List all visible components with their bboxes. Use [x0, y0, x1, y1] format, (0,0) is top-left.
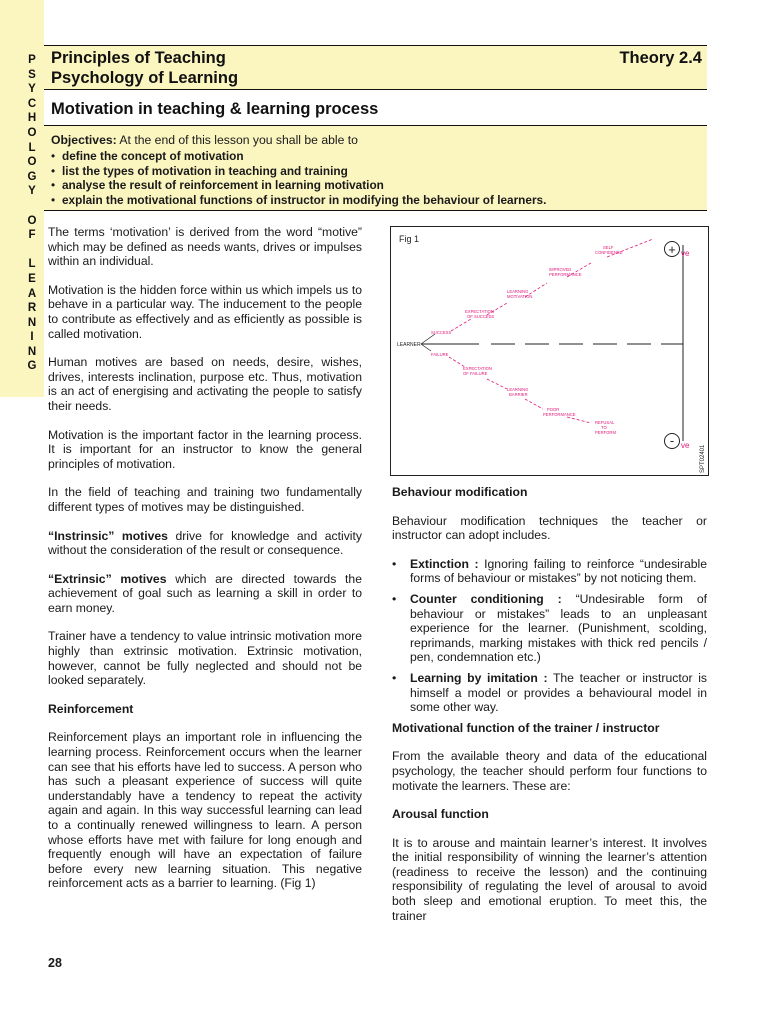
- intrinsic-text: drive for knowledge and activity without the consideration of the result or consequence.: [48, 528, 362, 558]
- side-tab: [0, 0, 44, 397]
- paragraph: Reinforcement plays an important role in influencing the learning process. Reinforcement occurs when the learner can see that his efforts have led to success. A person who has such a pleasant experience of success will quite understandably have a tendency to repeat the activity again and again. In this way successful learning can lead to a continually renewed willingness to learn. A person whose efforts have met with failure for long enough and frequently enough will have an expectation of failure before every new learning situation. This negative reinforcement acts as a barrier to learning. (Fig 1): [48, 730, 362, 891]
- step-learning-barrier: LEARNING: [507, 387, 529, 392]
- paragraph: In the field of teaching and training two fundamentally different types of motives may be distinguished.: [48, 485, 362, 514]
- side-tab-letter: O: [27, 156, 37, 169]
- objectives-intro-text: At the end of this lesson you shall be able to: [116, 133, 358, 147]
- heading-arousal-function: Arousal function: [392, 807, 489, 822]
- imitation-text: The teacher or instructor is himself a model or provides a behavioural model in some other way.: [410, 670, 708, 715]
- paragraph: From the available theory and data of the educational psychology, the teacher should perform four functions to motivate the learners. These are:: [392, 749, 707, 793]
- step-self-confidence-2: CONFIDENCE: [595, 250, 623, 255]
- list-item-extinction: [392, 557, 707, 586]
- success-labels: [431, 245, 623, 335]
- side-tab-letters: [24, 53, 40, 374]
- paragraph: Human motives are based on needs, desire, wishes, drives, interests inclination, purpose etc. Thus, motivation is an act of energising and activating the people to satisfy their needs.: [48, 355, 362, 413]
- step-expectation-failure: EXPECTATION: [463, 366, 492, 371]
- heading-reinforcement: Reinforcement: [48, 701, 134, 716]
- side-tab-letter: H: [27, 112, 37, 125]
- step-learning-motivation: LEARNING: [507, 289, 529, 294]
- list-item-imitation: [392, 671, 707, 715]
- negative-ve: ve: [681, 441, 690, 450]
- step-self-confidence: SELF: [603, 245, 614, 250]
- objectives-box: [44, 125, 707, 211]
- objective-item: • list the types of motivation in teaching and training: [51, 164, 546, 179]
- minus-sign: -: [669, 433, 675, 448]
- side-tab-letter: A: [27, 287, 37, 300]
- side-tab-letter: G: [27, 170, 37, 183]
- side-tab-letter: Y: [28, 185, 36, 198]
- side-tab-letter: O: [27, 214, 37, 227]
- step-refusal-2: TO: [601, 425, 607, 430]
- figure-code: SPT02401: [700, 444, 706, 473]
- failure-connector: [421, 344, 431, 351]
- heading-behaviour-modification: Behaviour modification: [392, 485, 528, 499]
- paragraph: Motivation is the important factor in the learning process. It is important for an instructor to know the general principles of motivation.: [48, 427, 362, 471]
- extrinsic-text: which are directed towards the achievement of goal such as learning a skill in order to earn money.: [48, 571, 362, 615]
- step-learning-barrier-2: BARRIER: [509, 392, 528, 397]
- objectives-label: Objectives:: [51, 133, 117, 147]
- paragraph: Motivation is the hidden force within us which impels us to behave in a particular way. The inducement to the people to contribute as effectively and as efficiently as possible is called motivation.: [48, 282, 362, 341]
- step-poor-performance: POOR: [547, 407, 560, 412]
- figure-diagram: [391, 227, 708, 475]
- side-tab-letter: E: [28, 272, 36, 285]
- page-header: [44, 45, 707, 90]
- header-title: [51, 48, 238, 88]
- paragraph: It is to arouse and maintain learner’s interest. It involves the initial responsibility of winning the learner’s attention (readiness to receive the lesson) and the continuing responsibility of regulating the level of arousal to avoid both sleep and emotional eruption. To meet this, the trainer: [392, 835, 707, 923]
- side-tab-letter: L: [28, 258, 36, 271]
- paragraph: Trainer have a tendency to value intrinsic motivation more highly than extrinsic motivation. Extrinsic motivation, however, cannot be fully neglected and should not be looked separately.: [48, 629, 362, 688]
- side-tab-letter: G: [27, 360, 37, 373]
- list-item-counter-conditioning: [392, 592, 707, 665]
- theory-number: Theory 2.4: [619, 49, 702, 67]
- extrinsic-term: “Extrinsic” motives: [48, 571, 167, 586]
- paragraph: The terms ‘motivation’ is derived from the word “motive” which may be defined as needs wants, drives or impulses within an individual.: [48, 225, 362, 269]
- side-tab-letter: L: [28, 141, 36, 154]
- paragraph-intrinsic: [48, 529, 362, 558]
- objective-item: • analyse the result of reinforcement in learning motivation: [51, 178, 546, 193]
- step-refusal-3: PERFORM: [595, 430, 616, 435]
- objective-item: • define the concept of motivation: [51, 149, 546, 164]
- step-refusal: REFUSAL: [595, 420, 615, 425]
- side-tab-letter: P: [28, 54, 36, 66]
- side-tab-letter: N: [27, 316, 37, 329]
- imitation-term: Learning by imitation :: [410, 670, 548, 685]
- header-title-line2: Psychology of Learning: [51, 69, 239, 87]
- side-tab-letter: C: [27, 97, 37, 110]
- side-tab-letter: F: [28, 229, 36, 242]
- step-expectation-success-2: OF SUCCESS: [467, 314, 495, 319]
- step-improved-performance: IMPROVED: [549, 267, 572, 272]
- plus-sign: +: [668, 242, 676, 257]
- learner-label: LEARNER: [397, 342, 421, 348]
- heading-motivational-function: Motivational function of the trainer / instructor: [392, 720, 660, 735]
- side-tab-letter: O: [27, 126, 37, 139]
- page-number: 28: [48, 956, 62, 970]
- side-tab-letter: Y: [28, 83, 36, 96]
- step-poor-performance-2: PERFORMANCE: [543, 412, 576, 417]
- right-column: [392, 485, 707, 937]
- step-failure: FAILURE: [431, 352, 449, 357]
- figure-label: Fig 1: [399, 234, 420, 244]
- side-tab-letter: I: [30, 331, 34, 344]
- objectives-list: [51, 149, 546, 207]
- positive-ve: ve: [681, 249, 690, 258]
- side-tab-letter: R: [27, 302, 37, 315]
- objective-item: • explain the motivational functions of instructor in modifying the behaviour of learners.: [51, 193, 546, 208]
- figure-1: [390, 226, 709, 476]
- success-connector: [421, 334, 435, 344]
- header-title-line1: Principles of Teaching: [51, 49, 226, 67]
- side-tab-letter: N: [27, 345, 37, 358]
- step-success: SUCCESS: [431, 330, 452, 335]
- extinction-text: Ignoring failing to reinforce “undesirable forms of behaviour or mistakes” by not noticing them.: [410, 556, 707, 586]
- lesson-title: Motivation in teaching & learning process: [51, 100, 379, 118]
- extinction-term: Extinction :: [410, 556, 479, 571]
- paragraph: Behaviour modification techniques the teacher or instructor can adopt includes.: [392, 513, 707, 543]
- step-improved-performance-2: PERFORMANCE: [549, 272, 582, 277]
- side-tab-letter: S: [28, 68, 36, 81]
- step-expectation-failure-2: OF FAILURE: [463, 371, 488, 376]
- counter-conditioning-text: “Undesirable form of behaviour or mistakes” leads to an unpleasant experience for the learner. (Punishment, scolding, reprimands, marking mistakes with thick red pencils / pen, condemnation etc.): [410, 591, 707, 665]
- behaviour-list: [392, 557, 707, 715]
- counter-conditioning-term: Counter conditioning :: [410, 591, 562, 606]
- left-column: [48, 225, 362, 905]
- intrinsic-term: “Instrinsic” motives: [48, 528, 168, 543]
- objectives-intro: [51, 133, 358, 147]
- paragraph-extrinsic: [48, 572, 362, 616]
- step-expectation-success: EXPECTATION: [465, 309, 494, 314]
- step-learning-motivation-2: MOTIVATION: [507, 294, 533, 299]
